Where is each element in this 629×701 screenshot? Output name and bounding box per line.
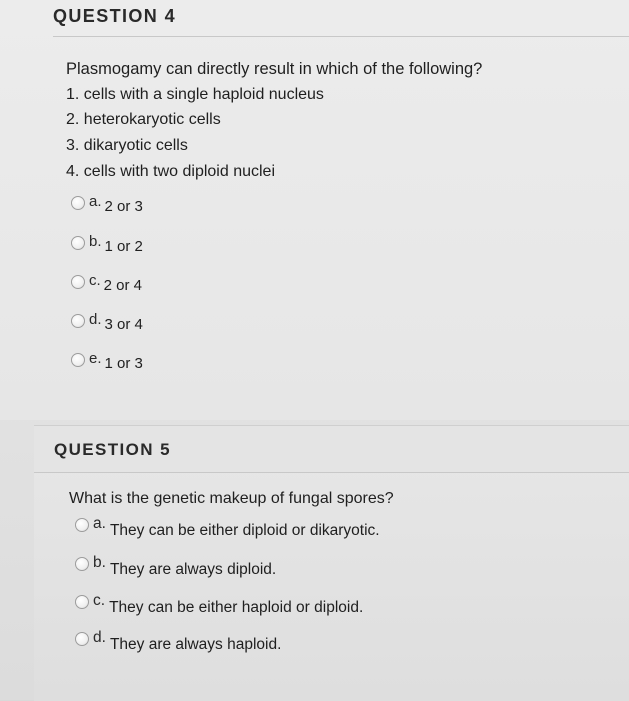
q4-option-b-text: 1 or 2 [104, 238, 143, 255]
q4-radio-d[interactable] [71, 314, 85, 328]
question-5-prompt: What is the genetic makeup of fungal spores? [69, 490, 394, 507]
q5-option-c[interactable] [75, 594, 363, 617]
q5-option-d-text: They are always haploid. [109, 636, 282, 653]
q4-option-c-text: 2 or 4 [103, 277, 143, 294]
q5-radio-a[interactable] [75, 518, 89, 532]
q5-option-a-text: They can be either diploid or dikaryotic. [109, 522, 380, 539]
q5-option-b-text: They are always diploid. [109, 561, 277, 578]
q5-option-b[interactable] [75, 556, 276, 579]
q5-option-c-text: They can be either haploid or diploid. [109, 599, 364, 616]
q5-option-a[interactable] [75, 517, 380, 540]
q4-radio-c[interactable] [71, 275, 85, 289]
q4-option-d[interactable] [71, 313, 143, 333]
q4-option-c-letter: c. [89, 272, 101, 289]
q5-option-d[interactable] [75, 631, 281, 654]
q4-option-a[interactable] [71, 195, 143, 215]
q5-option-c-letter: c. [93, 592, 106, 609]
q4-option-d-letter: d. [89, 311, 102, 328]
q4-radio-e[interactable] [71, 353, 85, 367]
q4-option-a-letter: a. [89, 193, 102, 210]
statement-4: 4. cells with two diploid nuclei [66, 163, 275, 180]
q4-option-c[interactable] [71, 274, 142, 294]
question-5-card [34, 425, 629, 701]
q5-option-d-letter: d. [93, 629, 106, 646]
q5-option-b-letter: b. [93, 554, 106, 571]
q4-option-a-text: 2 or 3 [104, 198, 143, 215]
question-4-header [53, 6, 629, 37]
question-4-title: QUESTION 4 [53, 6, 177, 26]
statement-3: 3. dikaryotic cells [66, 137, 188, 154]
statement-2: 2. heterokaryotic cells [66, 111, 221, 128]
q5-option-a-letter: a. [93, 515, 106, 532]
statement-1: 1. cells with a single haploid nucleus [66, 86, 324, 103]
q4-option-d-text: 3 or 4 [104, 316, 143, 333]
q4-radio-b[interactable] [71, 236, 85, 250]
question-4-prompt: Plasmogamy can directly result in which of the following? [66, 60, 483, 78]
q4-option-e[interactable] [71, 352, 143, 372]
q4-option-e-text: 1 or 3 [104, 355, 143, 372]
q5-radio-b[interactable] [75, 557, 89, 571]
q4-option-b-letter: b. [89, 233, 102, 250]
question-5-header [34, 426, 629, 473]
q4-option-b[interactable] [71, 235, 143, 255]
q5-radio-c[interactable] [75, 595, 89, 609]
q5-radio-d[interactable] [75, 632, 89, 646]
q4-option-e-letter: e. [89, 350, 102, 367]
q4-radio-a[interactable] [71, 196, 85, 210]
question-5-title: QUESTION 5 [54, 440, 171, 459]
